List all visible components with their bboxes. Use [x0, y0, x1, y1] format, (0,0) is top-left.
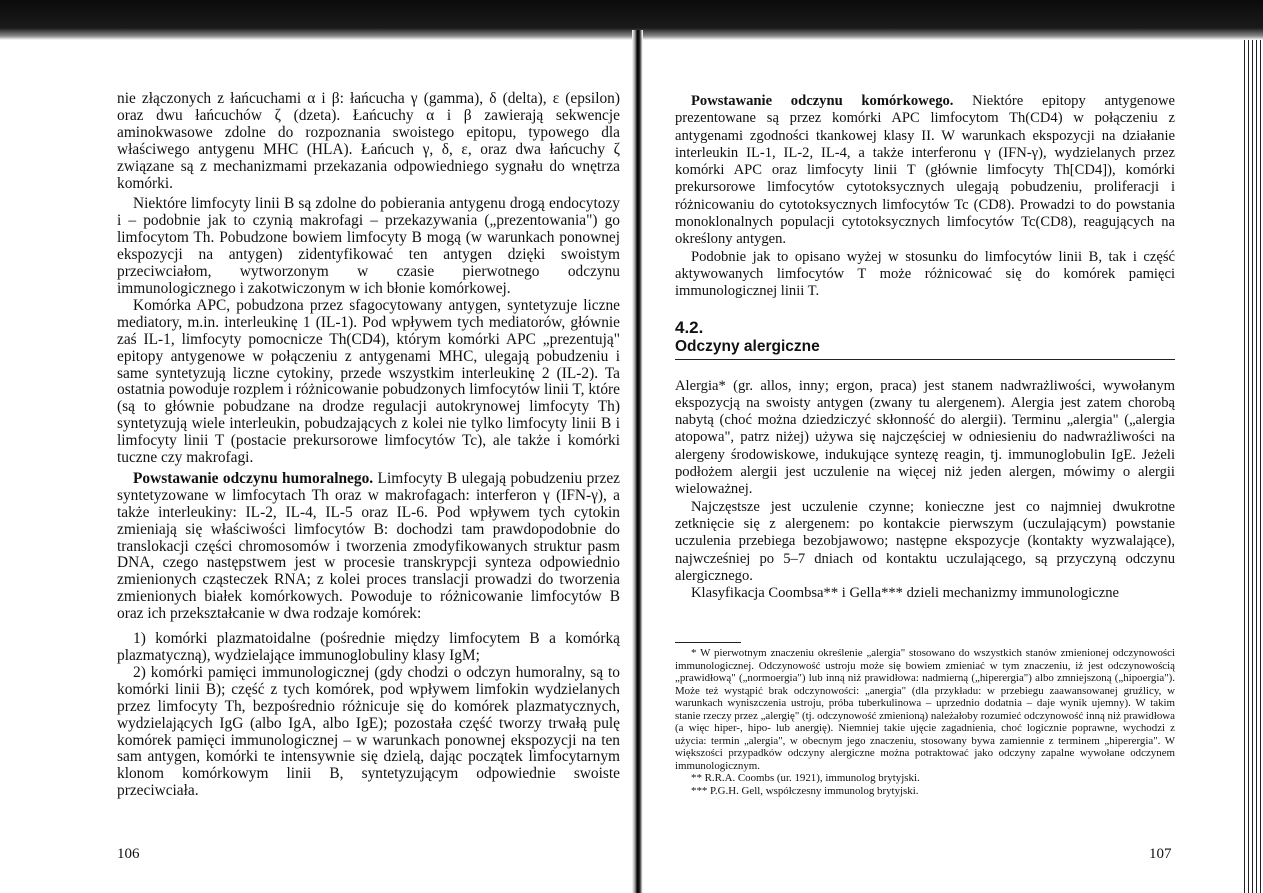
- footnote: ** R.R.A. Coombs (ur. 1921), immunolog brytyjski.: [691, 772, 920, 785]
- book-gutter: [632, 30, 643, 893]
- paragraph-text: 2) komórki pamięci immunologicznej (gdy chodzi o odczyn humoralny, są to komórki linii B); część z tych komórek, pod wpływem limfokin wydzielanych przez limfocyty Th, bezpośrednio różnicuje się do komórek plazmatycznych, wydzielających IgG (albo IgA, albo IgE); pozostała część tworzy trwałą pulę komórek pamięci immunologicznej – w warunkach ponownej ekspozycji na ten sam antygen, komórki te intensywnie się dzielą, dając początek limfocytarnym klonom komórkowym linii B, syntetyzującym odpowiednie swoiste przeciwciała.: [117, 663, 620, 800]
- page-number: 106: [117, 846, 140, 862]
- left-page-text-column: [117, 91, 620, 800]
- paragraph-text: Klasyfikacja Coombsa** i Gella*** dzieli mechanizmy immunologiczne: [691, 585, 1119, 602]
- paragraph-text: Komórka APC, pobudzona przez sfagocytowany antygen, syntetyzuje liczne mediatory, m.in. interleukinę 1 (IL-1). Pod wpływem tych mediatorów, głównie zaś IL-1, limfocyty pomocnicze Th(CD4), którym komórki APC „prezentują" epitopy antygenowe w połączeniu z antygenami MHC, ulegają pobudzeniu i same syntetyzują liczne cytokiny, przede wszystkim interleukinę 2 (IL-2). Ta ostatnia powoduje rozplem i różnicowanie pobudzonych limfocytów linii T, które (są to głównie pobudzane na drodze regulacji autokrynowej limfocyty Th) syntetyzują wiele interleukin, pobudzających z kolei nie tylko limfocyty linii B i limfocyty linii T (postacie prekursorowe limfocytów Tc), ale także i komórki tuczne czy makrofagi.: [117, 296, 620, 467]
- paragraph-lead: Powstawanie odczynu komórkowego.: [691, 93, 954, 109]
- paragraph-cellular-response: [675, 93, 1175, 249]
- page-number: 107: [1149, 846, 1172, 862]
- paragraph-text: Limfocyty B ulegają pobudzeniu przez syntetyzowane w limfocytach Th oraz w makrofagach: interferon γ (IFN-γ), a także interleukiny: IL-2, IL-4, IL-5 oraz IL-6. Pod wpływem tych cytokin zmieniają się właściwości limfocytów B: dochodzi tam prawdopodobnie do translokacji części chromosomów i tworzenia zmodyfikowanych struktur pasm DNA, czego następstwem jest w procesie transkrypcji synteza odpowiednio zmienionych cząsteczek RNA; z kolei proces translacji prowadzi do tworzenia zmienionych białek komórkowych. Powoduje to różnicowanie limfocytów B oraz ich przekształcanie w dwa rodzaje komórek:: [117, 469, 620, 623]
- footnote: *** P.G.H. Gell, współczesny immunolog brytyjski.: [691, 784, 919, 797]
- right-page: [643, 0, 1241, 893]
- paragraph: [117, 91, 620, 192]
- section-heading: [675, 319, 1175, 360]
- paragraph: [117, 298, 620, 467]
- paragraph: [117, 196, 620, 297]
- paragraph-text: 1) komórki plazmatoidalne (pośrednie między limfocytem B a komórką plazmatyczną), wydzielające immunoglobuliny klasy IgM;: [117, 630, 620, 664]
- paragraph-lead: Powstawanie odczynu humoralnego.: [133, 469, 374, 487]
- paragraph: [675, 499, 1175, 585]
- paragraph-text: Podobnie jak to opisano wyżej w stosunku do limfocytów linii B, tak i część aktywowanych limfocytów T może różnicować się do komórek pamięci immunologicznej linii T.: [675, 248, 1175, 300]
- paragraph-text: Najczęstsze jest uczulenie czynne; konieczne jest co najmniej dwukrotne zetknięcie się z alergenem: po kontakcie pierwszym (uczulającym) powstanie uczulenia przebiega bezobjawowo; następne ekspozycje (kontakty wyzwalające), najwcześniej po 5–7 dniach od kontaktu uczulającego, są przyczyną odczynu alergicznego.: [675, 498, 1175, 584]
- paragraph: [675, 585, 1175, 602]
- paragraph-text: Niektóre epitopy antygenowe prezentowane są przez komórki APC limfocytom Th(CD4) w połączeniu z antygenami zgodności tkankowej klasy II. W warunkach ekspozycji na działanie interleukin IL-1, IL-2, IL-4, a także interferonu γ (IFN-γ), wydzielanych przez komórki APC oraz limfocyty linii T (głównie limfocyty Th[CD4]), komórki prekursorowe limfocytów cytotoksycznych ulegają pobudzeniu, proliferacji i różnicowaniu do cytotoksycznych limfocytów Tc (CD8). Prowadzi to do powstania monoklonalnych populacji cytotoksycznych limfocytów Tc(CD8), reagujących na określony antygen.: [675, 93, 1175, 248]
- section-title: Odczyny alergiczne: [675, 337, 1175, 360]
- section-number: 4.2.: [675, 317, 704, 337]
- paragraph-text: Alergia* (gr. allos, inny; ergon, praca) jest stanem nadwrażliwości, wywołanym ekspozycją na swoisty antygen (zwany tu alergenem). Alergia jest zatem chorobą nabytą (choć można dziedziczyć skłonność do alergii). Terminu „alergia" („alergia atopowa", patrz niżej) używa się najczęściej w odniesieniu do nadwrażliwości na alergeny środowiskowe, indukujące syntezę reagin, tj. immunoglobulin IgE. Jeżeli podłożem alergii jest uczulenie na więcej niż jeden alergen, mówimy o alergii wieloważnej.: [675, 377, 1175, 498]
- paragraph: [675, 378, 1175, 499]
- paragraph-humoral-response: [117, 471, 620, 623]
- footnotes: [675, 647, 1175, 797]
- list-item: [117, 665, 620, 800]
- footnote-divider: [675, 642, 741, 643]
- list-item: [117, 631, 620, 665]
- paragraph-text: Niektóre limfocyty linii B są zdolne do pobierania antygenu drogą endocytozy i – podobnie jak to czynią makrofagi – przekazywania („prezentowania") go limfocytom Th. Pobudzone bowiem limfocyty B mogą (w warunkach ponownej ekspozycji na antygen) zidentyfikować ten antygen dzięki swoistym przeciwciałom, wytworzonym w czasie pierwotnego odczynu immunologicznego i zakotwiczonym w ich błonie komórkowej.: [117, 195, 620, 297]
- paragraph: [675, 249, 1175, 301]
- footnote: * W pierwotnym znaczeniu określenie „alergia" stosowano do wszystkich stanów zmienionej odczynowości immunologicznej. Odczynowość ustroju może się bowiem zmieniać w tym znaczeniu, iż jest odczynowością „prawidłową" („normoergia") lub inną niż prawidłowa: nadmierną („hiperergia") albo zmniejszoną („hipoergia"). Może też wystąpić brak odczynowości: „anergia" (dla przykładu: w przebiegu zaawansowanej gruźlicy, w warunkach wyniszczenia ustroju, próba tuberkulinowa – uprzednio dodatnia – daje wynik ujemny). W takim stanie rzeczy przez „alergię" (tj. odczynowość zmienioną) należałoby rozumieć odczynowość inną niż prawidłowa (a więc hiper-, hipo- lub anergię). Niemniej takie ujęcie zagadnienia, choć logicznie poprawne, wychodzi z użycia: termin „alergia", w obecnym jego znaczeniu, stosowany bywa zamiennie z terminem „hiperergia". W większości przypadków odczyny alergiczne można potraktować jako odczyny zapalne wywołane odczynem immunologicznym.: [675, 647, 1175, 772]
- page-edge-right: [1241, 40, 1263, 893]
- right-page-text-column: [675, 93, 1175, 797]
- paragraph-text: nie złączonych z łańcuchami α i β: łańcucha γ (gamma), δ (delta), ε (epsilon) oraz dwu łańcuchów ζ (dzeta). Łańcuchy α i β zawierają sekwencje aminokwasowe zdolne do rozpoznania swoistego epitopu, typowego dla właściwego antygenu MHC (HLA). Łańcuch γ, δ, ε, oraz dwa łańcuchy ζ związane są z mechanizmami przekazania odpowiedniego sygnału do wnętrza komórki.: [117, 90, 620, 192]
